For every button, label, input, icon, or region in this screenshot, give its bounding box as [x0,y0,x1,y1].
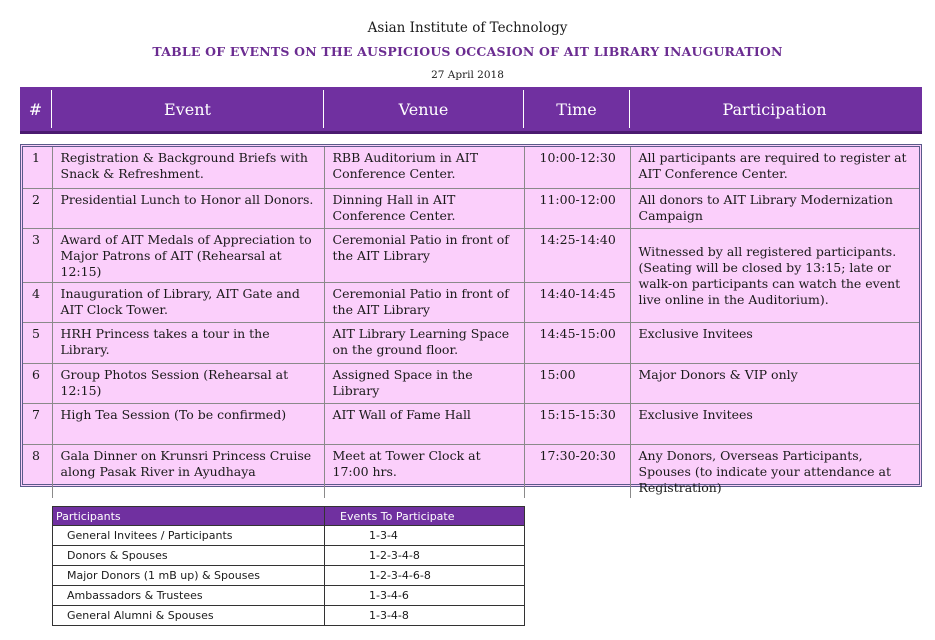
event-venue: Ceremonial Patio in front of the AIT Library [324,282,524,322]
column-header-number: # [28,99,43,119]
participant-events: 1-2-3-4-8 [325,546,525,566]
events-table [20,144,922,495]
column-header-participants: Participants [53,507,325,526]
column-header-event: Event [164,99,211,119]
table-row [23,147,919,188]
event-participation: Witnessed by all registered participants. (Seating will be closed by 13:15; late or walk-on participants can watch the event live online in the Auditorium). [630,228,919,322]
document-title: TABLE OF EVENTS ON THE AUSPICIOUS OCCASION OF AIT LIBRARY INAUGURATION [152,44,783,59]
participant-group: Major Donors (1 mB up) & Spouses [53,566,325,586]
event-venue: Dinning Hall in AIT Conference Center. [324,188,524,228]
table-row [23,403,919,444]
event-venue: Meet at Tower Clock at 17:00 hrs. [324,444,524,498]
event-participation: All donors to AIT Library Modernization Campaign [630,188,919,228]
event-time: 15:15-15:30 [524,403,630,444]
event-name: Registration & Background Briefs with Snack & Refreshment. [52,147,324,188]
participant-events: 1-3-4-6 [325,586,525,606]
event-participation: All participants are required to register at AIT Conference Center. [630,147,919,188]
organization-name: Asian Institute of Technology [367,20,568,36]
event-venue: RBB Auditorium in AIT Conference Center. [324,147,524,188]
event-name: Group Photos Session (Rehearsal at 12:15) [52,363,324,403]
event-name: Gala Dinner on Krunsri Princess Cruise along Pasak River in Ayudhaya [52,444,324,498]
participant-events: 1-3-4-8 [325,606,525,626]
participants-table [52,506,525,626]
table-row [53,586,525,606]
event-name: Presidential Lunch to Honor all Donors. [52,188,324,228]
table-row [23,228,919,282]
participant-events: 1-3-4 [325,526,525,546]
event-venue: AIT Wall of Fame Hall [324,403,524,444]
event-participation: Major Donors & VIP only [630,363,919,403]
table-row [53,546,525,566]
event-name: Award of AIT Medals of Appreciation to Major Patrons of AIT (Rehearsal at 12:15) [52,228,324,282]
event-name: HRH Princess takes a tour in the Library. [52,322,324,363]
event-time: 14:45-15:00 [524,322,630,363]
event-number: 1 [23,147,52,188]
participant-group: Ambassadors & Trustees [53,586,325,606]
column-header-time: Time [556,99,597,119]
event-time: 15:00 [524,363,630,403]
table-row [23,188,919,228]
participant-group: Donors & Spouses [53,546,325,566]
event-participation: Any Donors, Overseas Participants, Spouses (to indicate your attendance at Registration) [630,444,919,498]
table-row [23,444,919,498]
table-row [23,363,919,403]
column-header-participation: Participation [722,99,827,119]
event-time: 11:00-12:00 [524,188,630,228]
table-row [53,606,525,626]
events-table-grid [23,147,919,498]
table-row [23,322,919,363]
document-date: 27 April 2018 [431,69,504,81]
column-header-events-to-participate: Events To Participate [325,507,525,526]
events-table-header [20,87,922,134]
event-number: 4 [23,282,52,322]
event-number: 2 [23,188,52,228]
table-row [53,566,525,586]
event-venue: AIT Library Learning Space on the ground floor. [324,322,524,363]
participant-events: 1-2-3-4-6-8 [325,566,525,586]
participant-group: General Alumni & Spouses [53,606,325,626]
participant-group: General Invitees / Participants [53,526,325,546]
event-number: 8 [23,444,52,498]
event-participation: Exclusive Invitees [630,322,919,363]
event-number: 6 [23,363,52,403]
event-name: Inauguration of Library, AIT Gate and AIT Clock Tower. [52,282,324,322]
event-participation: Exclusive Invitees [630,403,919,444]
event-number: 5 [23,322,52,363]
event-number: 3 [23,228,52,282]
table-row [53,526,525,546]
column-header-venue: Venue [398,99,449,119]
event-time: 17:30-20:30 [524,444,630,498]
participants-table-header [53,507,525,526]
event-venue: Ceremonial Patio in front of the AIT Library [324,228,524,282]
event-time: 14:40-14:45 [524,282,630,322]
event-time: 10:00-12:30 [524,147,630,188]
event-name: High Tea Session (To be confirmed) [52,403,324,444]
event-time: 14:25-14:40 [524,228,630,282]
event-number: 7 [23,403,52,444]
event-venue: Assigned Space in the Library [324,363,524,403]
